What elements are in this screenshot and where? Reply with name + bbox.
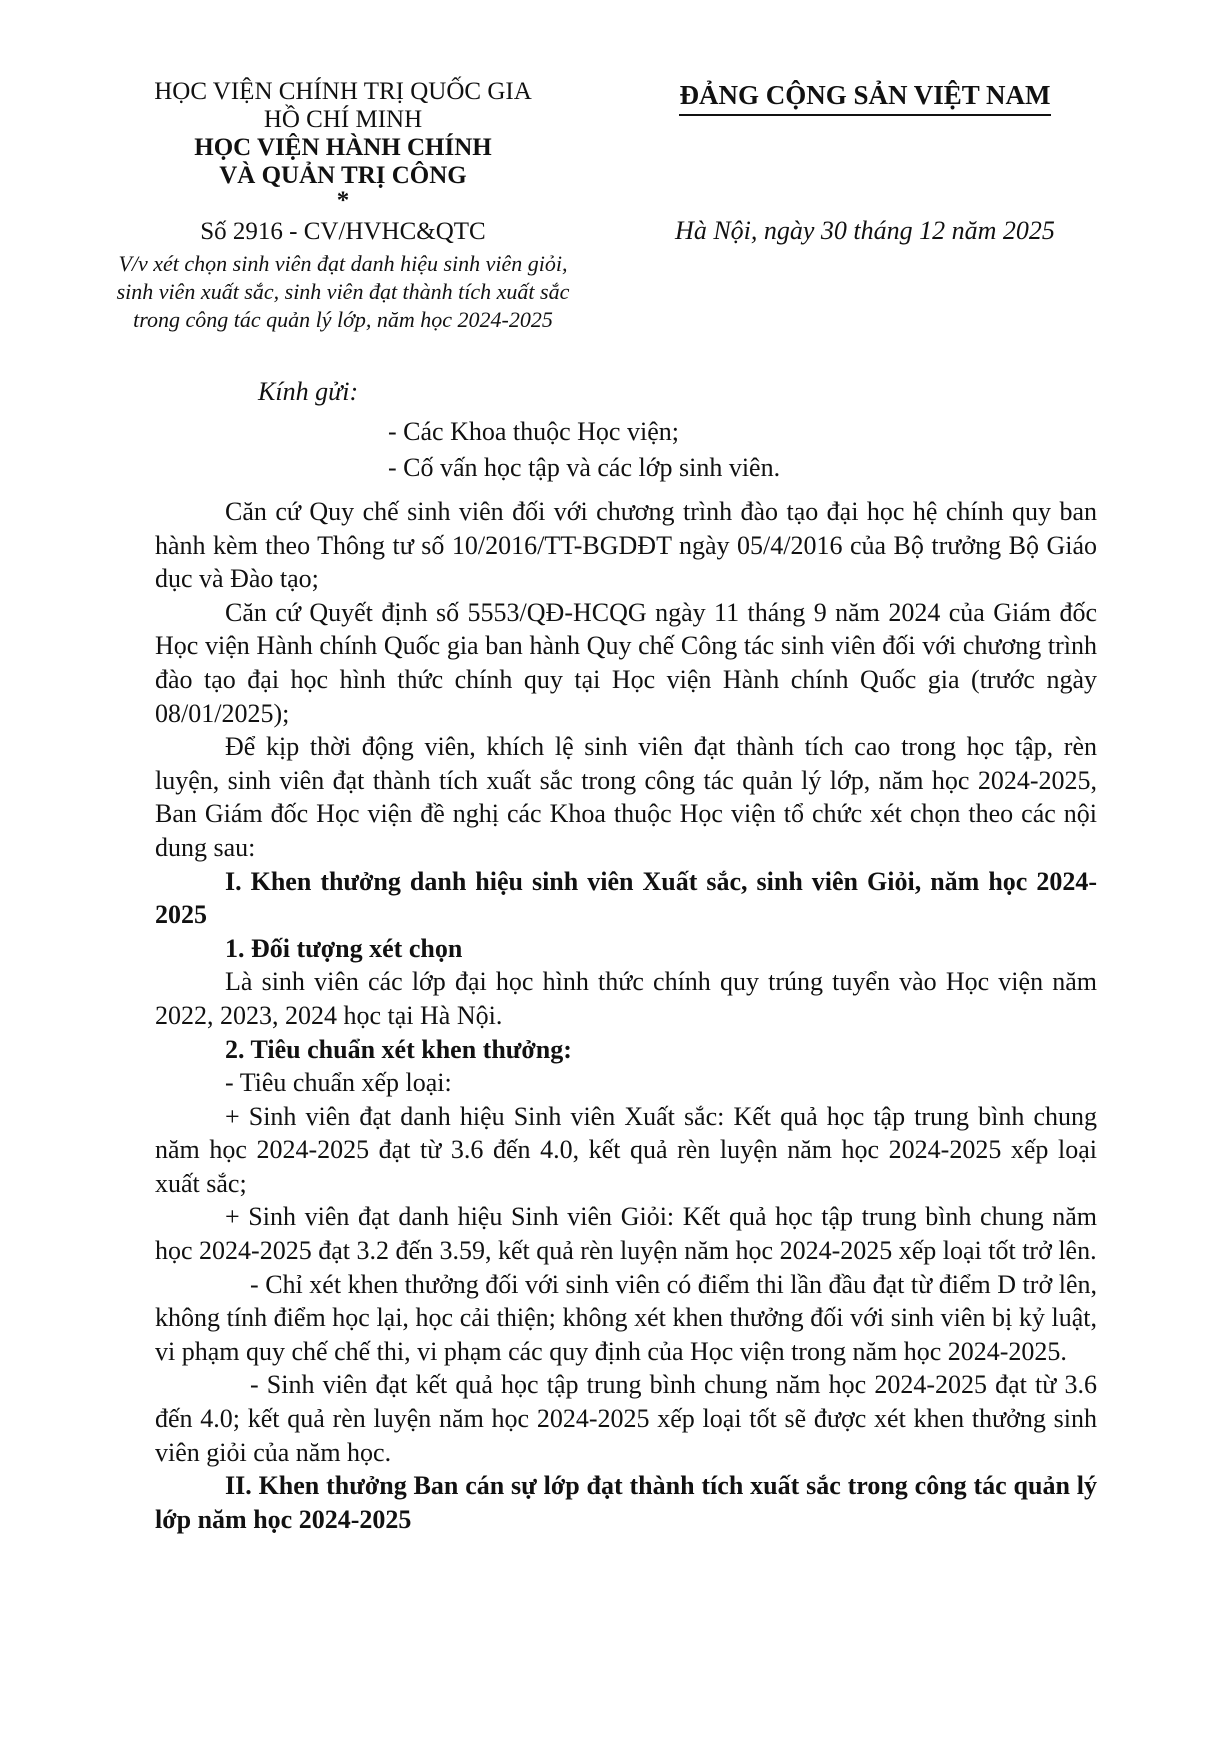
issue-date: Hà Nội, ngày 30 tháng 12 năm 2025 [675,216,1055,245]
issuing-organization-line-2: VÀ QUẢN TRỊ CÔNG [219,162,467,189]
legal-basis-paragraph-1: Căn cứ Quy chế sinh viên đối với chương trình đào tạo đại học hệ chính quy ban hành kèm theo Thông tư số 10/2016/TT-BGDĐT ngày 05/4/2016 của Bộ trưởng Bộ Giáo dục và Đào tạo; [155,497,1097,594]
subject-line: sinh viên xuất sắc, sinh viên đạt thành tích xuất sắc [116,279,570,304]
subject-line: trong công tác quản lý lớp, năm học 2024-2025 [133,307,553,332]
recipients-greeting: Kính gửi: [258,377,359,406]
section-1-title: I. Khen thưởng danh hiệu sinh viên Xuất sắc, sinh viên Giỏi, năm học 2024-2025 [155,866,1097,930]
recipient-list [388,415,780,487]
note-paragraph-1: - Chỉ xét khen thưởng đối với sinh viên có điểm thi lần đầu đạt từ điểm D trở lên, không tính điểm học lại, học cải thiện; không xét khen thưởng đối với sinh viên bị kỷ luật, vi phạm quy chế chế thi, vi phạm các quy định của Học viện trong năm học 2024-2025. [155,1269,1097,1366]
parent-organization-line-2: HỒ CHÍ MINH [263,106,423,133]
header-star: * [336,187,350,214]
document-subject [108,250,578,334]
criteria-excellent-student: + Sinh viên đạt danh hiệu Sinh viên Xuất sắc: Kết quả học tập trung bình chung năm học 2024-2025 đạt từ 3.6 đến 4.0, kết quả rèn luyện năm học 2024-2025 xếp loại xuất sắc; [155,1101,1097,1198]
party-block [650,78,1080,246]
recipient-item: - Cố vấn học tập và các lớp sinh viên. [388,453,781,482]
legal-basis-paragraph-2: Căn cứ Quyết định số 5553/QĐ-HCQG ngày 11 tháng 9 năm 2024 của Giám đốc Học viện Hành chính Quốc gia ban hành Quy chế Công tác sinh viên đối với chương trình đào tạo đại học hình thức chính quy tại Học viện Hành chính Quốc gia (trước ngày 08/01/2025); [155,597,1097,728]
criteria-good-student: + Sinh viên đạt danh hiệu Sinh viên Giỏi: Kết quả học tập trung bình chung năm học 2024-2025 đạt 3.2 đến 3.59, kết quả rèn luyện năm học 2024-2025 xếp loại tốt trở lên. [155,1202,1097,1266]
document-body [155,495,1097,1536]
document-number: Số 2916 - CV/HVHC&QTC [200,218,486,245]
section-1-item-2-title: 2. Tiêu chuẩn xét khen thưởng: [225,1034,572,1064]
subject-line: V/v xét chọn sinh viên đạt danh hiệu sinh viên giỏi, [118,251,568,276]
parent-organization-line-1: HỌC VIỆN CHÍNH TRỊ QUỐC GIA [154,78,532,105]
section-1-item-1-title: 1. Đối tượng xét chọn [225,933,463,963]
section-2-title: II. Khen thưởng Ban cán sự lớp đạt thành tích xuất sắc trong công tác quản lý lớp năm học 2024-2025 [155,1471,1097,1534]
issuing-organization-block [108,78,578,334]
criteria-label: - Tiêu chuẩn xếp loại: [225,1068,452,1098]
party-name: ĐẢNG CỘNG SẢN VIỆT NAM [679,78,1050,116]
purpose-paragraph: Để kịp thời động viên, khích lệ sinh viên đạt thành tích cao trong học tập, rèn luyện, sinh viên đạt thành tích xuất sắc trong công tác quản lý lớp, năm học 2024-2025, Ban Giám đốc Học viện đề nghị các Khoa thuộc Học viện tổ chức xét chọn theo các nội dung sau: [155,732,1097,862]
recipient-item: - Các Khoa thuộc Học viện; [388,417,679,446]
issuing-organization-line-1: HỌC VIỆN HÀNH CHÍNH [194,134,492,161]
section-1-item-1-text: Là sinh viên các lớp đại học hình thức chính quy trúng tuyển vào Học viện năm 2022, 2023, 2024 học tại Hà Nội. [155,967,1097,1030]
note-paragraph-2: - Sinh viên đạt kết quả học tập trung bình chung năm học 2024-2025 đạt từ 3.6 đến 4.0; kết quả rèn luyện năm học 2024-2025 xếp loại tốt sẽ được xét khen thưởng sinh viên giỏi của năm học. [155,1370,1097,1467]
